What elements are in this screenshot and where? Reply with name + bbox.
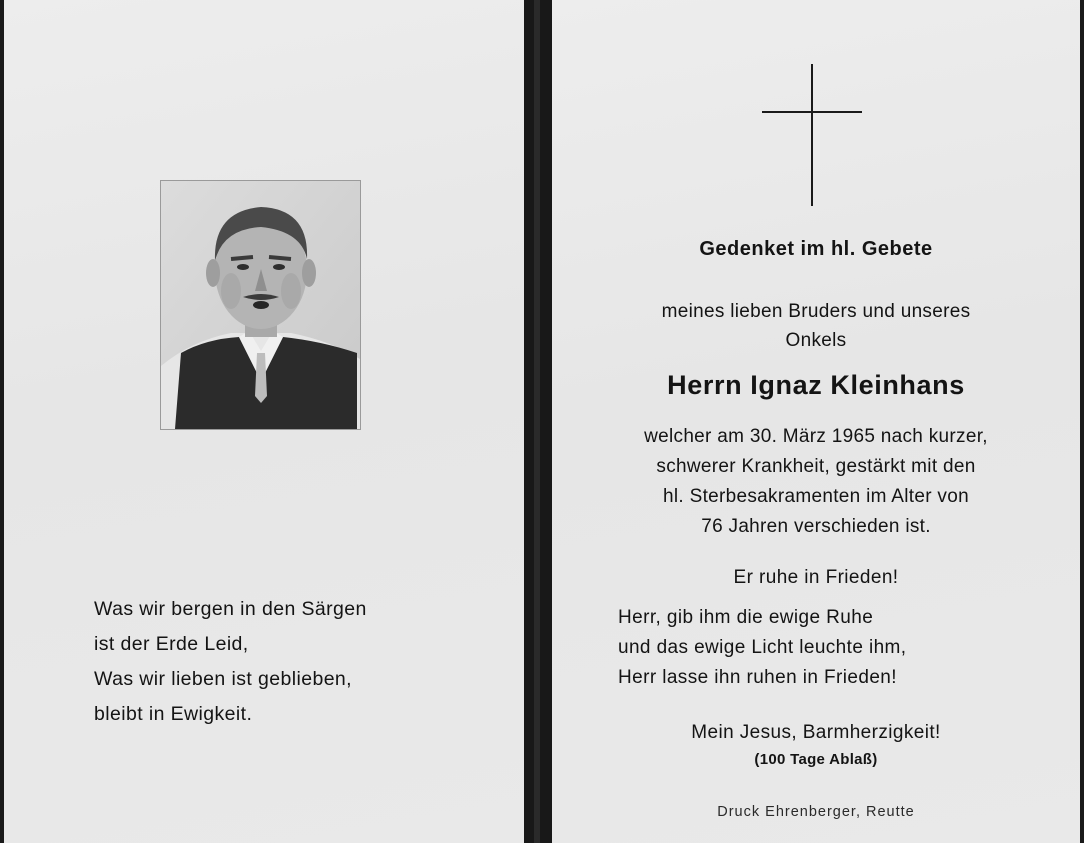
intro-line: meines lieben Bruders und unseres [661,301,971,322]
indulgence-note: (100 Tage Ablaß) [754,751,878,768]
card-fold [524,0,552,843]
prayer-line: Herr, gib ihm die ewige Ruhe [618,607,874,628]
right-card [552,0,1080,843]
prayer [618,603,906,693]
rest-in-peace: Er ruhe in Frieden! [733,567,899,588]
prayer-line: Herr lasse ihn ruhen in Frieden! [618,667,897,688]
poem-line: Was wir lieben ist geblieben, [94,668,352,690]
poem [94,592,367,732]
left-card [4,0,524,843]
intro-text [552,297,1080,355]
printer-credit: Druck Ehrenberger, Reutte [717,804,915,820]
poem-line: ist der Erde Leid, [94,633,249,655]
poem-line: bleibt in Ewigkeit. [94,703,253,725]
details-line: hl. Sterbesakramenten im Alter von [663,486,969,507]
intro-line: Onkels [785,330,847,351]
invocation: Mein Jesus, Barmherzigkeit! [691,722,941,743]
details-line: 76 Jahren verschieden ist. [701,516,931,537]
details-line: welcher am 30. März 1965 nach kurzer, [644,426,988,447]
death-details [552,422,1080,542]
details-line: schwerer Krankheit, gestärkt mit den [656,456,976,477]
poem-line: Was wir bergen in den Särgen [94,598,367,620]
heading: Gedenket im hl. Gebete [699,238,933,260]
deceased-name: Herrn Ignaz Kleinhans [667,370,965,400]
cross-icon [760,64,864,206]
portrait-photo-icon [160,180,361,430]
prayer-line: und das ewige Licht leuchte ihm, [618,637,907,658]
